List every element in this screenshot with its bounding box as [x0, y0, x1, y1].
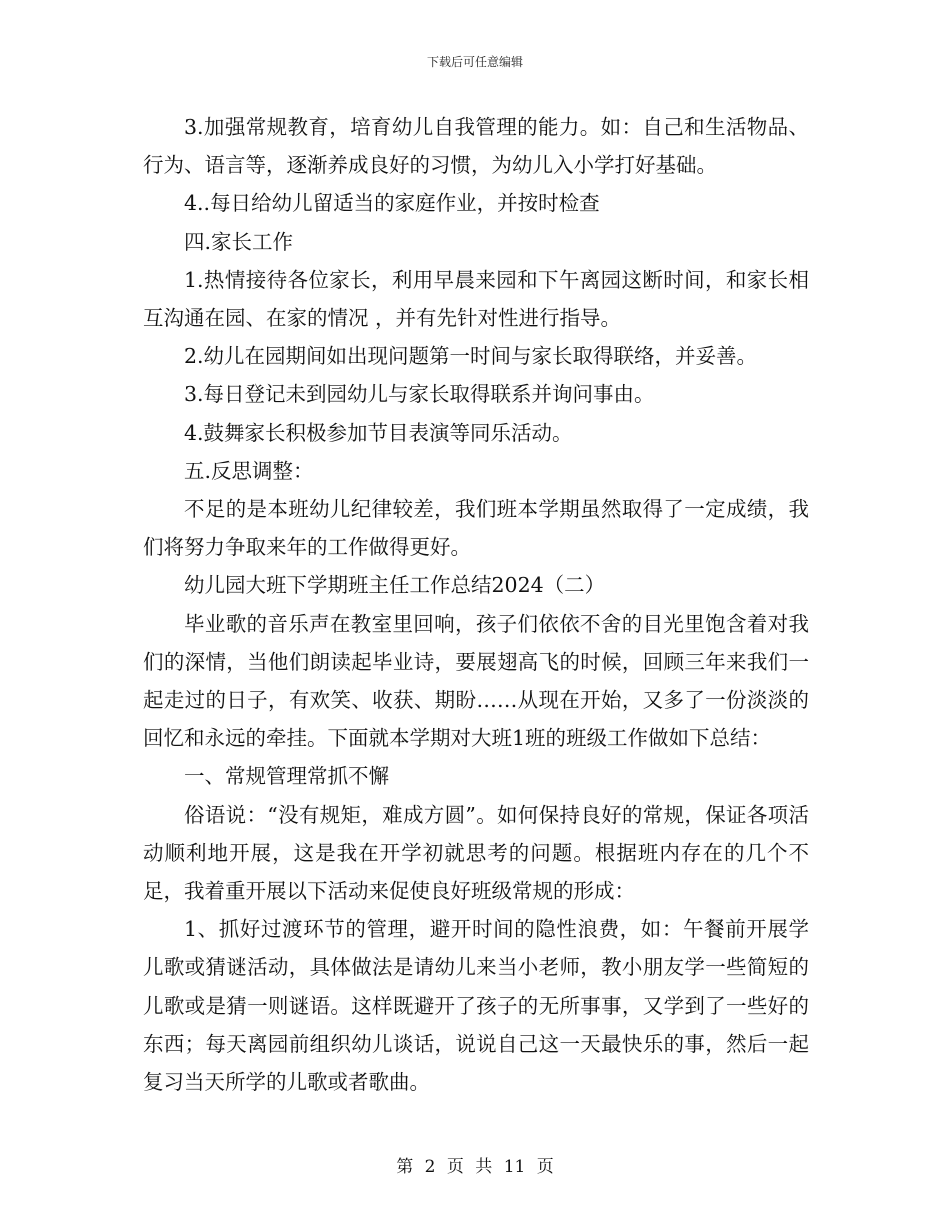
page-number: 第 2 页 共 11 页 [396, 1157, 554, 1177]
paragraph: 俗语说：“没有规矩，难成方圆”。如何保持良好的常规，保证各项活动顺利地开展，这是我在开学初就思考的问题。根据班内存在的几个不足，我着重开展以下活动来促使良好班级常规的形成： [143, 802, 809, 904]
page-header-note: 下载后可任意编辑 [426, 55, 523, 69]
section-heading: 一、常规管理常抓不懈 [184, 764, 389, 789]
paragraph: 1、抓好过渡环节的管理，避开时间的隐性浪费，如：午餐前开展学儿歌或猜谜活动，具体做法是请幼儿来当小老师，教小朋友学一些简短的儿歌或是猜一则谜语。这样既避开了孩子的无所事事，又学到了一些好的东西；每天离园前组织幼儿谈话，说说自己这一天最快乐的事，然后一起复习当天所学的儿歌或者歌曲。 [143, 917, 809, 1095]
paragraph: 毕业歌的音乐声在教室里回响，孩子们依依不舍的目光里饱含着对我们的深情，当他们朗读起毕业诗，要展翅高飞的时候，回顾三年来我们一起走过的日子，有欢笑、收获、期盼……从现在开始，又多了一份淡淡的回忆和永远的牵挂。下面就本学期对大班1班的班级工作做如下总结： [143, 611, 809, 751]
paragraph: 3.每日登记未到园幼儿与家长取得联系并询问事由。 [184, 382, 655, 407]
document-body [143, 108, 809, 1101]
paragraph: 3.加强常规教育，培育幼儿自我管理的能力。如：自己和生活物品、行为、语言等，逐渐养成良好的习惯，为幼儿入小学打好基础。 [143, 115, 809, 178]
section-heading: 五.反思调整： [184, 458, 314, 483]
paragraph: 不足的是本班幼儿纪律较差，我们班本学期虽然取得了一定成绩，我们将努力争取来年的工作做得更好。 [143, 497, 809, 560]
document-subtitle: 幼儿园大班下学期班主任工作总结2024（二） [184, 573, 606, 598]
paragraph: 4.鼓舞家长积极参加节目表演等同乐活动。 [184, 420, 573, 445]
paragraph: 2.幼儿在园期间如出现问题第一时间与家长取得联络，并妥善。 [184, 344, 758, 369]
paragraph: 1.热情接待各位家长，利用早晨来园和下午离园这断时间，和家长相互沟通在园、在家的情况 ，并有先针对性进行指导。 [143, 267, 809, 331]
paragraph: 4..每日给幼儿留适当的家庭作业，并按时检查 [184, 191, 600, 216]
section-heading: 四.家长工作 [184, 229, 294, 254]
